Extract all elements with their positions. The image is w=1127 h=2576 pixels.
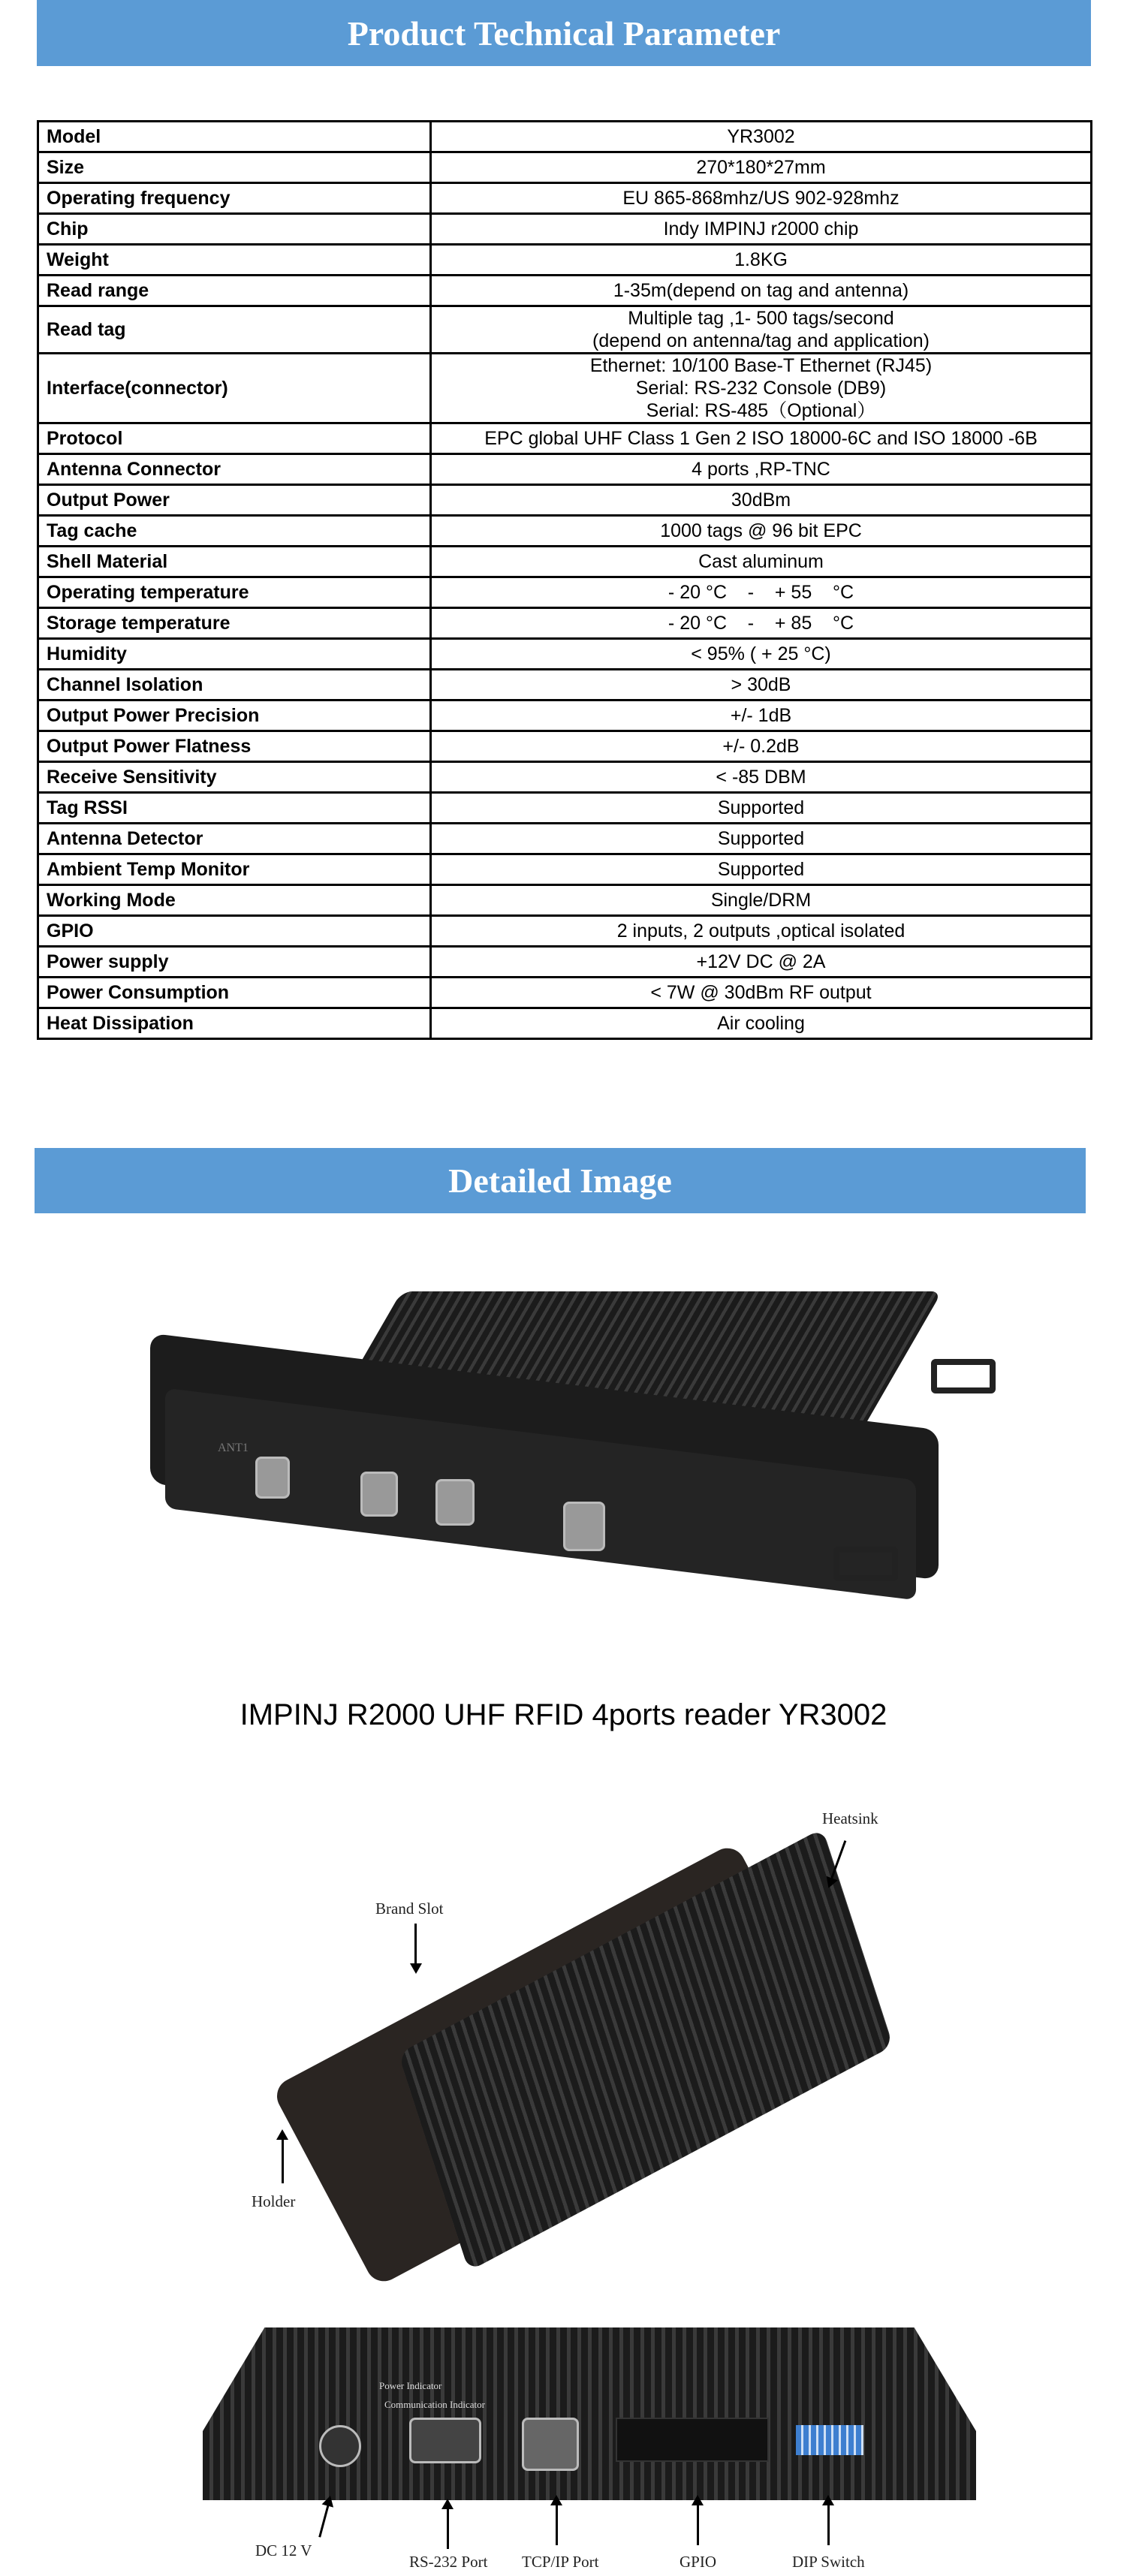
spec-value-line: > 30dB [731, 674, 791, 695]
spec-value [431, 183, 1092, 214]
spec-value [431, 214, 1092, 245]
spec-row [38, 577, 1092, 608]
spec-row [38, 485, 1092, 516]
spec-row [38, 183, 1092, 214]
spec-value-line: Indy IMPINJ r2000 chip [663, 218, 859, 240]
spec-value-line: 4 ports ,RP-TNC [692, 459, 830, 480]
spec-row [38, 454, 1092, 485]
spec-value [431, 423, 1092, 454]
spec-value-line: Supported [717, 859, 805, 880]
spec-label: Power supply [38, 947, 431, 978]
spec-value-line: Ethernet: 10/100 Base-T Ethernet (RJ45) [589, 355, 933, 376]
spec-value [431, 978, 1092, 1008]
spec-row [38, 306, 1092, 354]
spec-label: GPIO [38, 916, 431, 947]
spec-label: Interface(connector) [38, 354, 431, 423]
spec-value-line: Serial: RS-232 Console (DB9) [635, 378, 887, 399]
spec-row [38, 354, 1092, 423]
spec-value-line: EU 865-868mhz/US 902-928mhz [622, 188, 899, 209]
spec-value [431, 608, 1092, 639]
holder [833, 1547, 898, 1581]
spec-value-line: Serial: RS-485（Optional） [646, 400, 876, 421]
spec-label: Protocol [38, 423, 431, 454]
spec-value-line: 1.8KG [734, 249, 788, 270]
spec-value [431, 122, 1092, 152]
product-image-front [135, 1276, 999, 1629]
label-brand-slot: Brand Slot [375, 1900, 444, 1918]
spec-row [38, 947, 1092, 978]
spec-value [431, 454, 1092, 485]
spec-row [38, 245, 1092, 276]
spec-label: Read tag [38, 306, 431, 354]
spec-label: Read range [38, 276, 431, 306]
spec-label: Output Power Flatness [38, 731, 431, 762]
gpio-terminal [616, 2418, 769, 2462]
spec-value [431, 577, 1092, 608]
spec-value [431, 885, 1092, 916]
dc-power-jack [319, 2425, 361, 2467]
spec-label: Size [38, 152, 431, 183]
spec-value-line: 30dBm [731, 490, 791, 511]
spec-value [431, 793, 1092, 824]
spec-value-line: +/- 1dB [730, 705, 792, 726]
label-gpio: GPIO [680, 2553, 717, 2571]
spec-value-line: < 95% ( + 25 °C) [691, 643, 831, 664]
spec-value [431, 152, 1092, 183]
spec-row [38, 793, 1092, 824]
label-heatsink: Heatsink [822, 1809, 878, 1827]
spec-value [431, 639, 1092, 670]
spec-row [38, 762, 1092, 793]
spec-label: Antenna Connector [38, 454, 431, 485]
spec-label: Output Power Precision [38, 700, 431, 731]
label-dc: DC 12 V [255, 2541, 312, 2559]
spec-value-line: Supported [717, 797, 805, 818]
label-power-indicator: Power Indicator [379, 2380, 442, 2391]
spec-value [431, 824, 1092, 854]
spec-row [38, 916, 1092, 947]
spec-value [431, 916, 1092, 947]
arrow-rs232 [447, 2508, 449, 2549]
spec-value-line: YR3002 [727, 126, 795, 147]
spec-value-line: < 7W @ 30dBm RF output [650, 982, 872, 1003]
spec-value-line: Supported [717, 828, 805, 849]
spec-value [431, 276, 1092, 306]
spec-value-line: +12V DC @ 2A [696, 951, 826, 972]
arrow-tcpip [556, 2504, 558, 2545]
spec-value-line: - 20 °C - + 55 °C [667, 582, 854, 603]
spec-row [38, 885, 1092, 916]
spec-label: Humidity [38, 639, 431, 670]
spec-value-line: EPC global UHF Class 1 Gen 2 ISO 18000-6C and ISO 18000 -6B [484, 428, 1038, 449]
antenna-port-4 [563, 1502, 605, 1551]
spec-value [431, 354, 1092, 423]
spec-row [38, 214, 1092, 245]
spec-label: Heat Dissipation [38, 1008, 431, 1039]
rs232-port [409, 2418, 481, 2463]
spec-value [431, 700, 1092, 731]
arrow-gpio [697, 2504, 699, 2545]
spec-row [38, 1008, 1092, 1039]
section-title: Detailed Image [448, 1161, 672, 1200]
spec-row [38, 122, 1092, 152]
spec-label: Weight [38, 245, 431, 276]
spec-label: Power Consumption [38, 978, 431, 1008]
label-holder: Holder [252, 2192, 296, 2210]
antenna-port-3 [435, 1479, 475, 1526]
holder [931, 1359, 996, 1393]
panel-text: ANT1 [218, 1442, 249, 1454]
spec-label: Antenna Detector [38, 824, 431, 854]
product-image-angled [225, 1802, 939, 2252]
spec-row [38, 700, 1092, 731]
spec-value-line: 1-35m(depend on tag and antenna) [613, 280, 909, 301]
spec-value-line: < -85 DBM [716, 767, 806, 788]
product-image-rear [150, 2312, 1014, 2576]
spec-value [431, 516, 1092, 547]
spec-value [431, 547, 1092, 577]
arrow-brand-slot [414, 1924, 417, 1965]
spec-value-line: Single/DRM [710, 890, 812, 911]
spec-label: Tag cache [38, 516, 431, 547]
arrow-dc [318, 2504, 330, 2537]
spec-label: Tag RSSI [38, 793, 431, 824]
spec-label: Ambient Temp Monitor [38, 854, 431, 885]
dip-switch [796, 2425, 863, 2455]
spec-label: Shell Material [38, 547, 431, 577]
section-header-detailed-image [35, 1148, 1086, 1213]
spec-row [38, 639, 1092, 670]
spec-row [38, 547, 1092, 577]
spec-value-line: Multiple tag ,1- 500 tags/second [628, 308, 894, 329]
spec-label: Channel Isolation [38, 670, 431, 700]
spec-value [431, 306, 1092, 354]
spec-row [38, 824, 1092, 854]
reader-rear-body [203, 2327, 976, 2500]
spec-value-line: (depend on antenna/tag and application) [592, 330, 930, 351]
arrow-holder [282, 2138, 284, 2183]
spec-value-line: 270*180*27mm [696, 157, 826, 178]
spec-table [37, 120, 1092, 1040]
spec-label: Working Mode [38, 885, 431, 916]
label-communication-indicator: Communication Indicator [384, 2399, 485, 2410]
spec-row [38, 731, 1092, 762]
antenna-port-1 [255, 1457, 290, 1499]
label-dip: DIP Switch [792, 2553, 865, 2571]
spec-value [431, 762, 1092, 793]
spec-row [38, 854, 1092, 885]
spec-value [431, 854, 1092, 885]
spec-value [431, 485, 1092, 516]
spec-row [38, 978, 1092, 1008]
spec-row [38, 152, 1092, 183]
spec-value-line: Air cooling [717, 1013, 805, 1034]
spec-value [431, 731, 1092, 762]
spec-value [431, 245, 1092, 276]
section-title: Product Technical Parameter [347, 14, 781, 53]
spec-value-line: +/- 0.2dB [722, 736, 800, 757]
spec-value-line: 2 inputs, 2 outputs ,optical isolated [616, 920, 906, 942]
spec-label: Storage temperature [38, 608, 431, 639]
spec-value [431, 1008, 1092, 1039]
spec-value [431, 947, 1092, 978]
spec-value [431, 670, 1092, 700]
spec-label: Receive Sensitivity [38, 762, 431, 793]
spec-label: Operating frequency [38, 183, 431, 214]
label-rs232: RS-232 Port [409, 2553, 488, 2571]
spec-value-line: 1000 tags @ 96 bit EPC [660, 520, 862, 541]
spec-row [38, 516, 1092, 547]
rj45-port [522, 2418, 579, 2471]
spec-label: Chip [38, 214, 431, 245]
spec-label: Model [38, 122, 431, 152]
spec-label: Output Power [38, 485, 431, 516]
spec-value-line: Cast aluminum [698, 551, 824, 572]
spec-value-line: - 20 °C - + 85 °C [667, 613, 854, 634]
image-caption: IMPINJ R2000 UHF RFID 4ports reader YR3002 [240, 1698, 887, 1731]
spec-row [38, 608, 1092, 639]
spec-row [38, 276, 1092, 306]
arrow-dip [827, 2504, 830, 2545]
section-header-parameters [37, 0, 1091, 66]
spec-label: Operating temperature [38, 577, 431, 608]
label-tcpip: TCP/IP Port [522, 2553, 599, 2571]
spec-row [38, 670, 1092, 700]
spec-row [38, 423, 1092, 454]
antenna-port-2 [360, 1472, 398, 1517]
